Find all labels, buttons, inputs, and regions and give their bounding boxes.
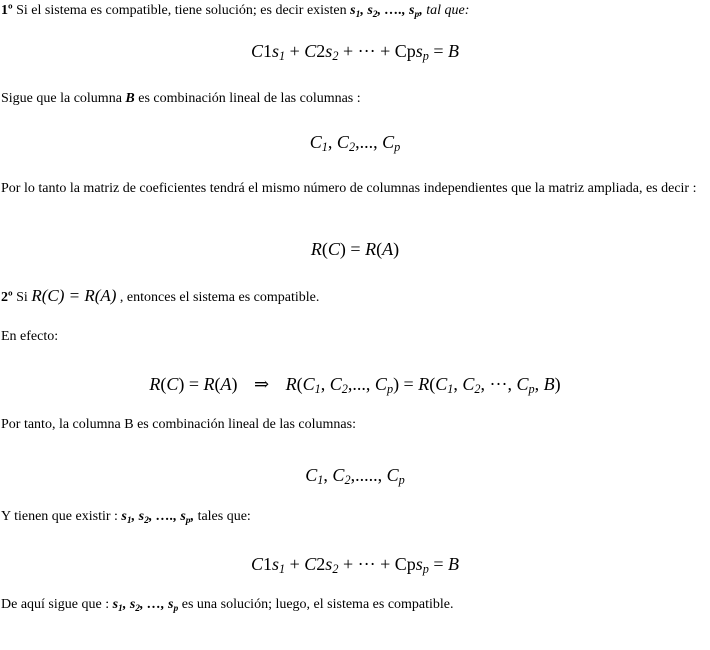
equation-2: $C_1$, $C_2$,..., $C_p$ [309,132,401,154]
paragraph-7 [1,509,251,525]
equation-4: R(C) = R(A) ⇒ $R(C_1$, $C_2$,..., $C_p) = R(C_1$, $C_2$, ···, $C_p$, B) [149,374,561,396]
paragraph-5: En efecto: [1,329,59,344]
paragraph-1-text-b: tal que: [422,3,470,18]
paragraph-4 [1,286,319,306]
step-2-label: 2º [1,290,13,305]
equation-1: $C1s_1 + C2s_2$ + ··· + Cps$_p$ = B [250,41,460,63]
column-b-symbol: B [125,91,135,106]
paragraph-8-text-a: De aquí sigue que : [1,597,113,612]
paragraph-2-text-b: es combinación lineal de las columnas : [134,91,361,106]
paragraph-1-text-a: Si el sistema es compatible, tiene solución; es decir existen [12,3,351,18]
paragraph-7-text-b: tales que: [194,509,251,524]
paragraph-6: Por tanto, la columna B es combinación lineal de las columnas: [1,417,356,432]
paragraph-4-text-b: , entonces el sistema es compatible. [116,290,320,305]
paragraph-8 [1,597,454,613]
paragraph-2 [1,91,361,107]
unknowns-list: $s_1$, $s_2$, …., $s_p$, [350,3,423,20]
solution-list: $s_1$, $s_2$, …, $s_p$ [112,597,179,614]
unknowns-list-2: $s_1$, $s_2$, …., $s_p$, [121,509,195,526]
equation-5: $C_1$, $C_2$,....., $C_p$ [305,465,405,487]
paragraph-2-text-a: Sigue que la columna [1,91,126,106]
paragraph-3: Por lo tanto la matriz de coeficientes tendrá el mismo número de columnas independientes que la matriz ampliada, es decir : [1,181,697,196]
step-1-label: 1º [1,3,13,18]
paragraph-1 [1,3,469,19]
paragraph-8-text-b: es una solución; luego, el sistema es compatible. [178,597,454,612]
inline-rank-equation: R(C) = R(A) [31,286,117,305]
paragraph-7-text-a: Y tienen que existir : [1,509,122,524]
equation-3: R(C) = R(A) [310,239,400,259]
paragraph-4-text-a: Si [12,290,32,305]
equation-6: $C1s_1 + C2s_2$ + ··· + Cps$_p$ = B [250,554,460,576]
